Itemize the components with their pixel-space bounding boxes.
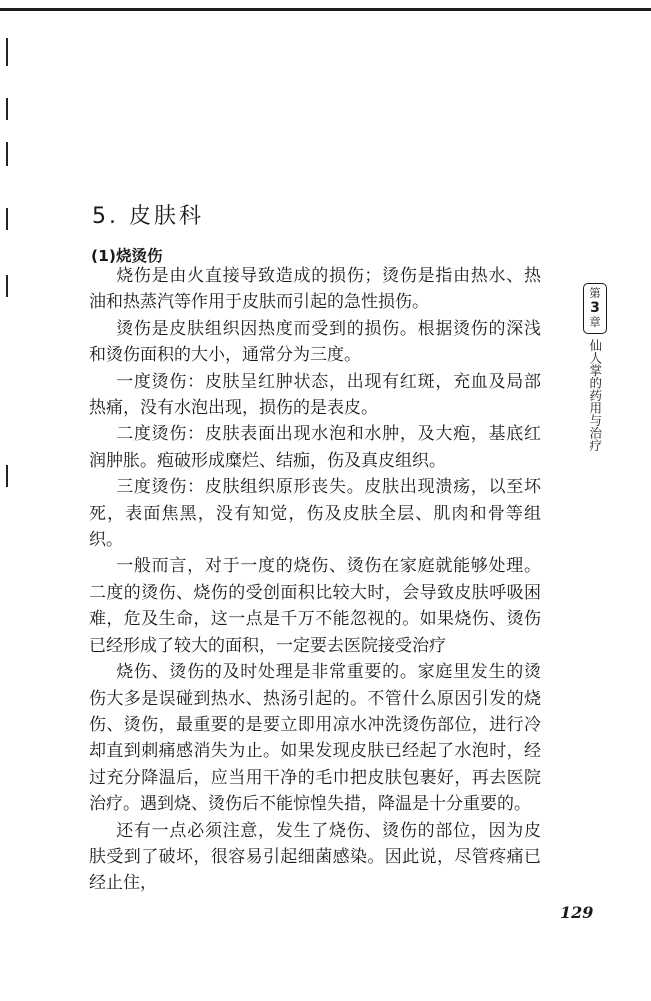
paragraph: 三度烫伤：皮肤组织原形丧失。皮肤出现溃疡，以至坏死，表面焦黑，没有知觉，伤及皮肤全层、肌肉和骨等组织。 <box>89 477 541 551</box>
subsection-title: (1)烧烫伤 <box>91 247 163 265</box>
paragraph: 二度烫伤：皮肤表面出现水泡和水肿，及大疱，基底红润肿胀。疱破形成糜烂、结痂，伤及真皮组织。 <box>89 424 541 471</box>
chapter-tab <box>583 283 607 452</box>
top-rule <box>0 8 651 11</box>
left-margin-mark <box>6 275 8 297</box>
paragraph: 一度烫伤：皮肤呈红肿状态，出现有红斑，充血及局部热痛，没有水泡出现，损伤的是表皮。 <box>89 371 541 419</box>
paragraph: 烧伤是由火直接导致造成的损伤；烫伤是指由热水、热油和热蒸汽等作用于皮肤而引起的急性损伤。 <box>89 266 541 313</box>
left-margin-mark <box>6 465 8 487</box>
left-margin-mark <box>6 38 8 66</box>
left-margin-mark <box>6 98 8 120</box>
paragraph: 烫伤是皮肤组织因热度而受到的损伤。根据烫伤的深浅和烫伤面积的大小，通常分为三度。 <box>89 318 541 366</box>
paragraph: 烧伤、烫伤的及时处理是非常重要的。家庭里发生的烫伤大多是误碰到热水、热汤引起的。不管什么原因引发的烧伤、烫伤，最重要的是要立即用凉水冲洗烫伤部位，进行冷却直到刺痛感消失为止。如果发现皮肤已经起了水泡时，经过充分降温后，应当用干净的毛巾把皮肤包裹好，再去医院治疗。遇到烧、烫伤后不能惊惶失措，降温是十分重要的。 <box>89 662 541 815</box>
body-text <box>89 263 541 897</box>
chapter-suffix: 章 <box>589 315 601 329</box>
left-margin-mark <box>6 142 8 166</box>
chapter-label-box <box>583 283 607 334</box>
page-number: 129 <box>560 903 594 922</box>
chapter-number: 3 <box>590 300 600 316</box>
chapter-prefix: 第 <box>589 286 601 300</box>
chapter-name: 仙人掌的药用与治疗 <box>587 339 603 452</box>
paragraph: 还有一点必须注意，发生了烧伤、烫伤的部位，因为皮肤受到了破坏，很容易引起细菌感染。因此说，尽管疼痛已经止住， <box>89 820 541 894</box>
left-margin-mark <box>6 208 8 230</box>
section-title: 5. 皮肤科 <box>92 204 204 229</box>
paragraph: 一般而言，对于一度的烧伤、烫伤在家庭就能够处理。二度的烫伤、烧伤的受创面积比较大时，会导致皮肤呼吸困难，危及生命，这一点是千万不能忽视的。如果烧伤、烫伤已经形成了较大的面积，一定要去医院接受治疗 <box>89 556 541 656</box>
